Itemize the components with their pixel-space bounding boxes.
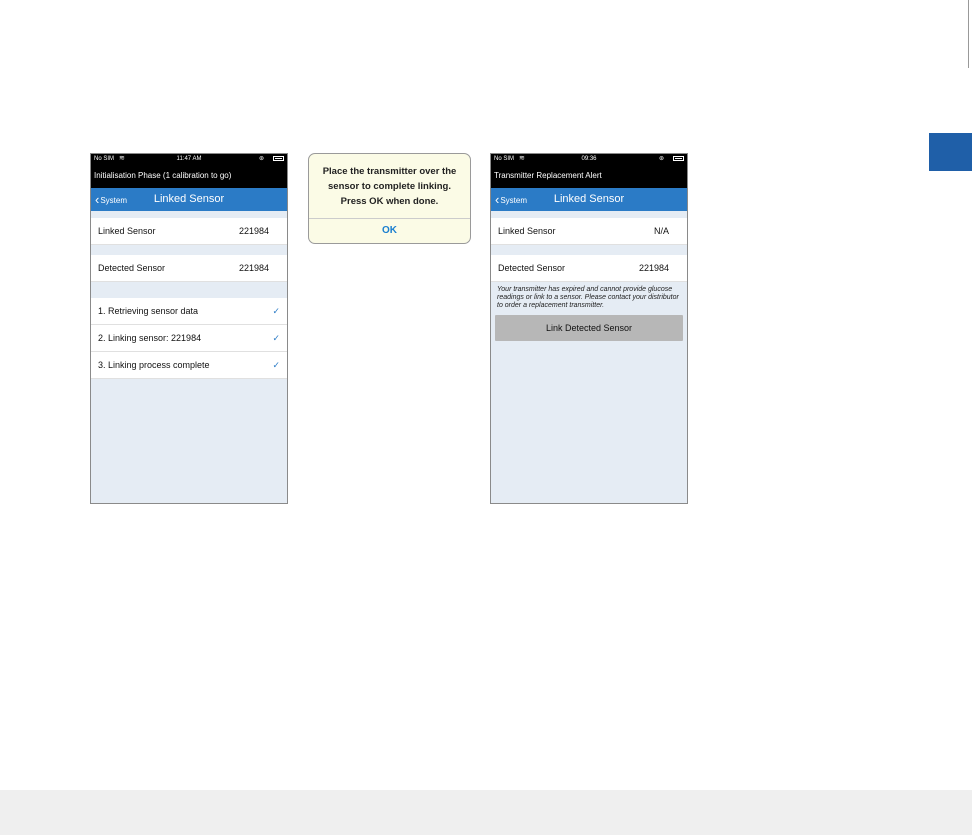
back-label: System bbox=[100, 196, 128, 205]
chevron-left-icon: ‹ bbox=[95, 192, 100, 207]
detected-sensor-label: Detected Sensor bbox=[498, 263, 566, 273]
expiry-note: Your transmitter has expired and cannot provide glucose readings or link to a sensor. Please contact your distributor to order a replacement transmitter. bbox=[497, 286, 679, 309]
back-label: System bbox=[500, 196, 528, 205]
carrier-label: No SIM bbox=[94, 156, 115, 162]
status-bar bbox=[491, 154, 687, 164]
wifi-icon: ≋ bbox=[519, 155, 525, 162]
wifi-icon: ≋ bbox=[119, 155, 125, 162]
rotation-lock-icon: ⊛ bbox=[258, 156, 264, 162]
step-label: 3. Linking process complete bbox=[98, 360, 210, 370]
detected-sensor-row bbox=[491, 255, 687, 282]
nav-bar bbox=[491, 188, 687, 211]
linked-sensor-row bbox=[491, 218, 687, 245]
checkmark-icon: ✓ bbox=[272, 306, 280, 316]
detected-sensor-row bbox=[91, 255, 287, 282]
alert-bar: Transmitter Replacement Alert bbox=[491, 164, 687, 188]
spacer bbox=[91, 282, 287, 298]
detected-sensor-value: 221984 bbox=[638, 263, 669, 273]
nav-bar bbox=[91, 188, 287, 211]
step-label: 1. Retrieving sensor data bbox=[98, 306, 199, 316]
checkmark-icon: ✓ bbox=[272, 360, 280, 370]
checkmark-icon: ✓ bbox=[272, 333, 280, 343]
phone-screen-transmitter-alert bbox=[490, 153, 688, 504]
ok-button[interactable]: OK bbox=[382, 225, 397, 236]
status-bar bbox=[91, 154, 287, 164]
detected-sensor-value: 221984 bbox=[238, 263, 269, 273]
spacer bbox=[491, 245, 687, 255]
carrier-label: No SIM bbox=[494, 156, 515, 162]
battery-icon bbox=[273, 156, 284, 161]
battery-icon bbox=[673, 156, 684, 161]
list-item bbox=[91, 298, 287, 325]
linked-sensor-label: Linked Sensor bbox=[98, 226, 156, 236]
chapter-tab bbox=[929, 133, 972, 171]
linked-sensor-value: N/A bbox=[653, 226, 669, 236]
chevron-left-icon: ‹ bbox=[495, 192, 500, 207]
step-label: 2. Linking sensor: 221984 bbox=[98, 333, 202, 343]
page-footer-band bbox=[0, 790, 972, 835]
list-item bbox=[91, 352, 287, 379]
page-edge-rule bbox=[968, 0, 969, 68]
list-item bbox=[91, 325, 287, 352]
status-time: 09:36 bbox=[581, 156, 597, 162]
linked-sensor-row bbox=[91, 218, 287, 245]
spacer bbox=[491, 211, 687, 218]
detected-sensor-label: Detected Sensor bbox=[98, 263, 166, 273]
dialog-message: Place the transmitter over the sensor to complete linking. Press OK when done. bbox=[309, 154, 470, 219]
linked-sensor-value: 221984 bbox=[238, 226, 269, 236]
link-detected-sensor-button[interactable]: Link Detected Sensor bbox=[495, 315, 683, 341]
nav-title: Linked Sensor bbox=[553, 193, 625, 205]
nav-title: Linked Sensor bbox=[153, 193, 225, 205]
status-time: 11:47 AM bbox=[176, 156, 202, 162]
rotation-lock-icon: ⊛ bbox=[658, 156, 664, 162]
spacer bbox=[91, 245, 287, 255]
spacer bbox=[91, 211, 287, 218]
phone-screen-linking bbox=[90, 153, 288, 504]
linked-sensor-label: Linked Sensor bbox=[498, 226, 556, 236]
alert-bar: Initialisation Phase (1 calibration to go) bbox=[91, 164, 287, 188]
link-instruction-dialog bbox=[308, 153, 471, 244]
